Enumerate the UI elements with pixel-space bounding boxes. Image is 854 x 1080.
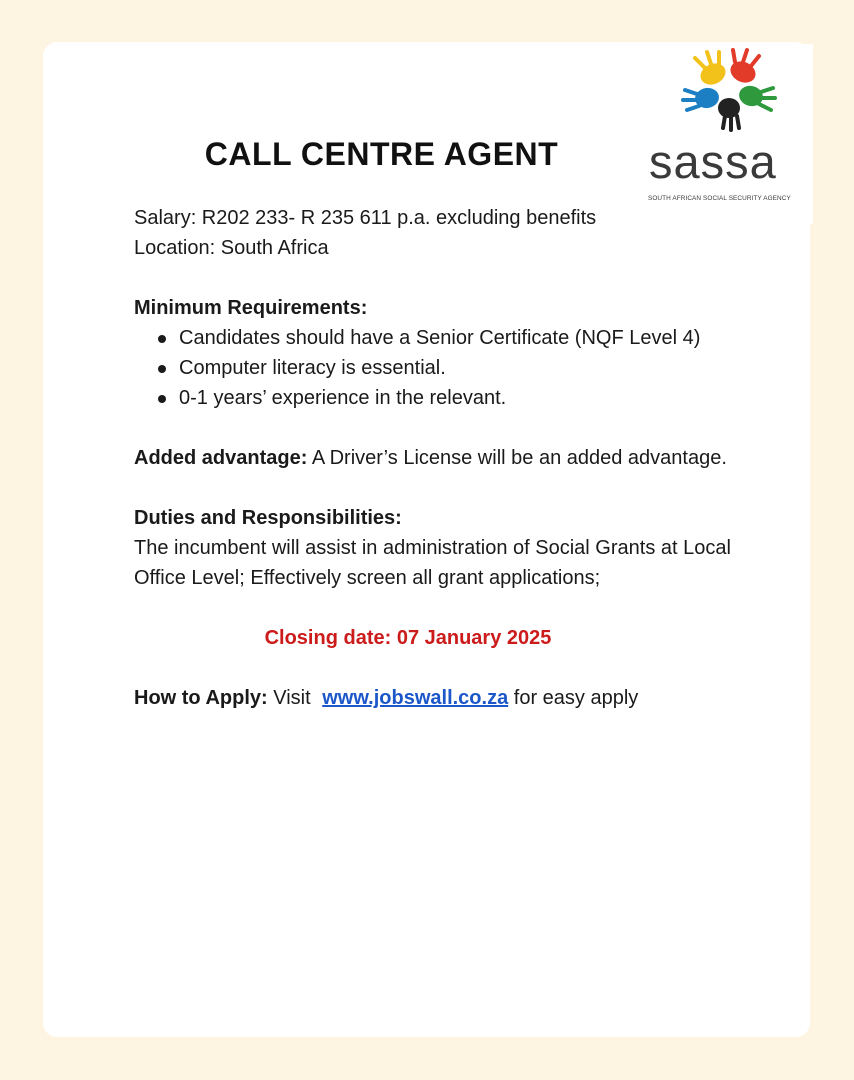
requirements-list <box>134 323 734 413</box>
requirements-heading: Minimum Requirements: <box>134 297 368 319</box>
list-item: Candidates should have a Senior Certificate (NQF Level 4) <box>158 323 734 353</box>
apply-label: How to Apply: <box>134 687 268 709</box>
job-card <box>43 42 810 1037</box>
advantage-text: A Driver’s License will be an added advantage. <box>307 447 727 469</box>
logo-wordmark: sassa <box>649 135 777 188</box>
duties-text: The incumbent will assist in administration of Social Grants at Local Office Level; Effectively screen all grant applications; <box>134 537 731 589</box>
apply-paragraph <box>134 683 734 713</box>
list-item: Computer literacy is essential. <box>158 353 734 383</box>
logo-tagline: SOUTH AFRICAN SOCIAL SECURITY AGENCY <box>648 195 791 202</box>
page-title: CALL CENTRE AGENT <box>204 136 559 172</box>
duties-heading: Duties and Responsibilities: <box>134 507 402 529</box>
advantage-paragraph <box>134 443 734 473</box>
job-details <box>134 203 734 713</box>
sassa-logo <box>641 44 813 224</box>
hands-icon <box>641 44 813 136</box>
advantage-label: Added advantage: <box>134 447 308 469</box>
list-item: 0-1 years’ experience in the relevant. <box>158 383 734 413</box>
salary-text: Salary: R202 233- R 235 611 p.a. excluding benefits <box>134 207 597 229</box>
apply-suffix: for easy apply <box>508 687 639 709</box>
apply-visit: Visit <box>267 687 317 709</box>
closing-date: Closing date: 07 January 2025 <box>264 627 552 649</box>
location-text: Location: South Africa <box>134 237 329 259</box>
apply-link[interactable]: www.jobswall.co.za <box>322 687 509 709</box>
